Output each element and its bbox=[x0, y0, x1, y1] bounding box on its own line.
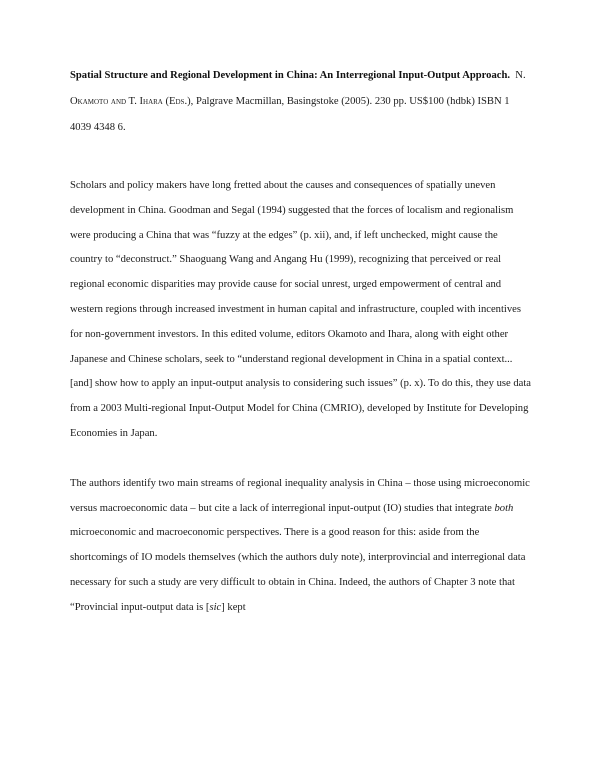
book-reference bbox=[70, 63, 532, 141]
book-publisher: Palgrave Macmillan, Basingstoke (2005). 230 pp. US$100 (hdbk) ISBN 1 4039 4348 6. bbox=[70, 96, 510, 133]
paragraph-2-emphasis: both bbox=[494, 502, 514, 514]
book-title: Spatial Structure and Regional Development in China: An Interregional Input-Output Approach. bbox=[70, 70, 510, 81]
document-page bbox=[70, 63, 532, 621]
paragraph-2-text-a: The authors identify two main streams of regional inequality analysis in China – those using microeconomic versus macroeconomic data – but cite a lack of interregional input-output (IO) studies that integrate bbox=[70, 477, 530, 514]
review-paragraph-1: Scholars and policy makers have long fretted about the causes and consequences of spatially uneven development in China. Goodman and Segal (1994) suggested that the forces of localism and regionalism were producing a China that was “fuzzy at the edges” (p. xii), and, if left unchecked, might cause the country to “deconstruct.” Shaoguang Wang and Angang Hu (1999), recognizing that perceived or real regional economic disparities may provide cause for social unrest, urged empowerment of central and western regions through increased investment in human capital and infrastructure, coupled with incentives for non-government investors. In this edited volume, editors Okamoto and Ihara, along with eight other Japanese and Chinese scholars, seek to “understand regional development in China in a spatial context...[and] show how to apply an input-output analysis to considering such issues” (p. x). To do this, they use data from a 2003 Multi-regional Input-Output Model for China (CMRIO), developed by Institute for Developing Economies in Japan. bbox=[70, 180, 531, 439]
paragraph-2-sic: sic bbox=[209, 601, 222, 613]
review-paragraph-2 bbox=[70, 472, 532, 621]
paragraph-2-text-c: ] kept bbox=[221, 601, 246, 613]
book-editors: N. Okamoto and T. Ihara (Eds.), bbox=[70, 70, 526, 107]
paragraph-2-text-b: microeconomic and macroeconomic perspectives. There is a good reason for this: aside from the shortcomings of IO models themselves (which the authors duly note), interprovincial and interregional data necessary for such a study are very difficult to obtain in China. Indeed, the authors of Chapter 3 note that “Provincial input-output data is [ bbox=[70, 527, 526, 613]
